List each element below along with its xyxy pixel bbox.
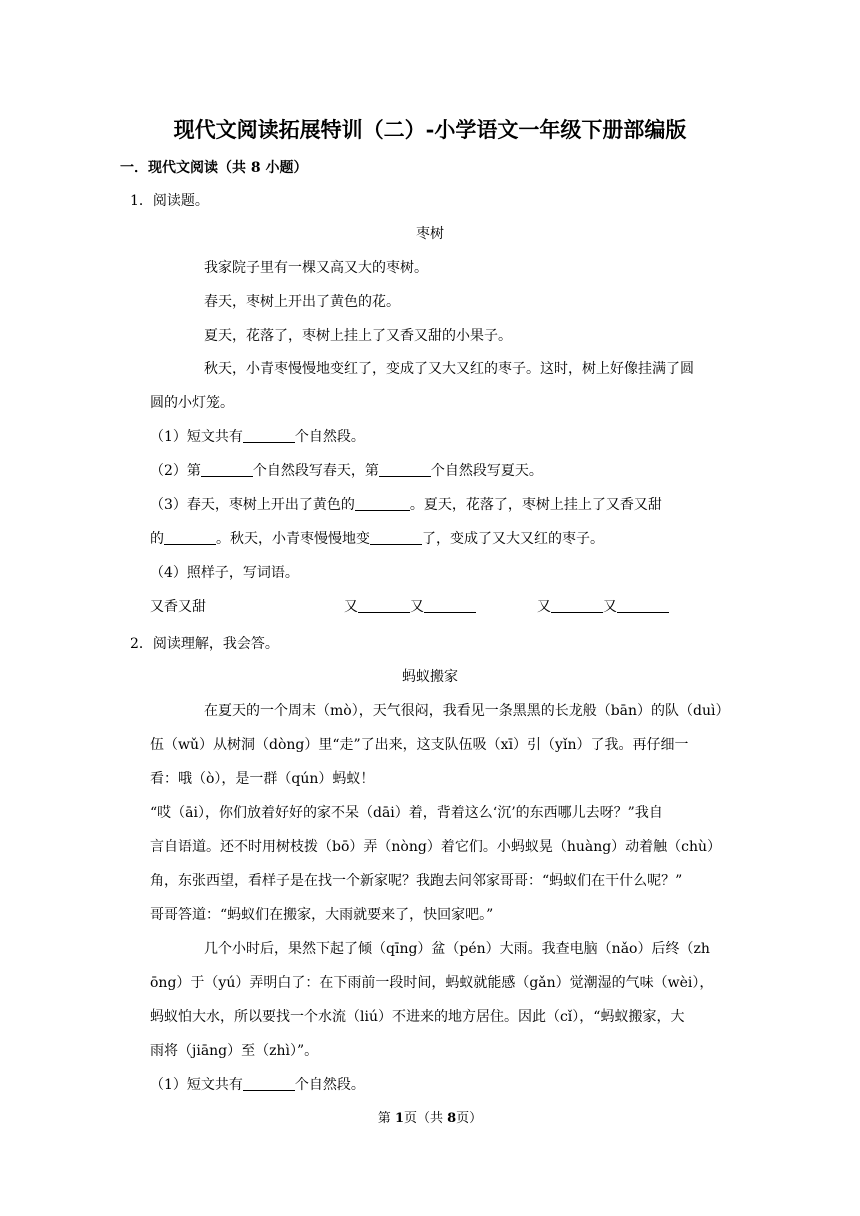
q1-paragraph-4-line-2: 圆的小灯笼。: [150, 395, 234, 411]
answer-blank[interactable]: [358, 598, 410, 613]
q2-line-1: 在夏天的一个周末（mò），天气很闷，我看见一条黑黑的长龙般（bān）的队（duì）: [204, 703, 730, 719]
q2-passage-title: 蚂蚁搬家: [402, 669, 458, 685]
q2-line-5: 言自语道。还不时用树枝拨（bō）弄（nòng）着它们。小蚂蚁晃（huàng）动着触（chù）: [150, 839, 722, 855]
q2-line-2: 伍（wǔ）从树洞（dòng）里“走”了出来，这支队伍吸（xī）引（yǐn）了我。再仔细一: [150, 737, 689, 753]
q1-example-word: 又香又甜: [150, 599, 206, 615]
q2-line-8: 几个小时后，果然下起了倾（qīng）盆（pén）大雨。我查电脑（nǎo）后终（zh: [204, 941, 710, 957]
answer-blank[interactable]: [355, 496, 410, 511]
section-heading: 一．现代文阅读（共 8 小题）: [120, 160, 308, 176]
q1-paragraph-1: 我家院子里有一棵又高又大的枣树。: [204, 260, 428, 276]
answer-blank[interactable]: [201, 462, 253, 477]
q2-line-6: 角，东张西望，看样子是在找一个新家呢？我跑去问邻家哥哥：“蚂蚁们在干什么呢？”: [150, 873, 683, 889]
q1-paragraph-2: 春天，枣树上开出了黄色的花。: [204, 294, 400, 310]
page-title: 现代文阅读拓展特训（二）-小学语文一年级下册部编版: [173, 117, 687, 142]
q1-passage-title: 枣树: [416, 226, 444, 242]
q2-line-7: 哥哥答道：“蚂蚁们在搬家，大雨就要来了，快回家吧。”: [150, 907, 494, 923]
q1-sub-4: （4）照样子，写词语。: [150, 565, 299, 581]
q1-sub-3-line-1: （3）春天，枣树上开出了黄色的 。夏天，花落了，枣树上挂上了又香又甜: [150, 497, 662, 513]
answer-blank[interactable]: [243, 428, 295, 443]
q1-word-pattern-1: 又 又: [344, 597, 476, 617]
q2-line-3: 看：哦（ò），是一群（qún）蚂蚁！: [150, 771, 375, 787]
answer-blank[interactable]: [243, 1076, 295, 1091]
q1-sub-3-line-2: 的 。秋天，小青枣慢慢地变 了，变成了又大又红的枣子。: [150, 531, 604, 547]
page-number: 1: [394, 1111, 404, 1126]
q2-line-11: 雨将（jiāng）至（zhì）”。: [150, 1043, 319, 1059]
q1-sub-1: （1）短文共有 个自然段。: [150, 429, 365, 445]
answer-blank[interactable]: [164, 530, 216, 545]
answer-blank[interactable]: [424, 598, 476, 613]
answer-blank[interactable]: [379, 462, 431, 477]
answer-blank[interactable]: [617, 598, 669, 613]
q2-line-4: “哎（āi），你们放着好好的家不呆（dāi）着，背着这么‘沉’的东西哪儿去呀？”我自: [150, 805, 663, 821]
q2-line-10: 蚂蚁怕大水，所以要找一个水流（liú）不进来的地方居住。因此（cǐ），“蚂蚁搬家，大: [150, 1009, 685, 1025]
q2-label: 2．阅读理解，我会答。: [130, 636, 279, 652]
answer-blank[interactable]: [370, 530, 422, 545]
q1-label: 1．阅读题。: [130, 193, 209, 209]
answer-blank[interactable]: [551, 598, 603, 613]
page-footer: 第 1页（共 8页）: [377, 1111, 483, 1126]
q1-sub-2: （2）第 个自然段写春天，第 个自然段写夏天。: [150, 463, 543, 479]
q1-word-pattern-2: 又 又: [537, 597, 669, 617]
q1-paragraph-3: 夏天，花落了，枣树上挂上了又香又甜的小果子。: [204, 328, 512, 344]
q2-sub-1: （1）短文共有 个自然段。: [150, 1077, 365, 1093]
q2-line-9: ōng）于（yú）弄明白了：在下雨前一段时间，蚂蚁就能感（gǎn）觉潮湿的气味（wèi），: [150, 975, 714, 991]
total-pages: 8: [447, 1111, 457, 1126]
q1-paragraph-4-line-1: 秋天，小青枣慢慢地变红了，变成了又大又红的枣子。这时，树上好像挂满了圆: [204, 361, 694, 377]
